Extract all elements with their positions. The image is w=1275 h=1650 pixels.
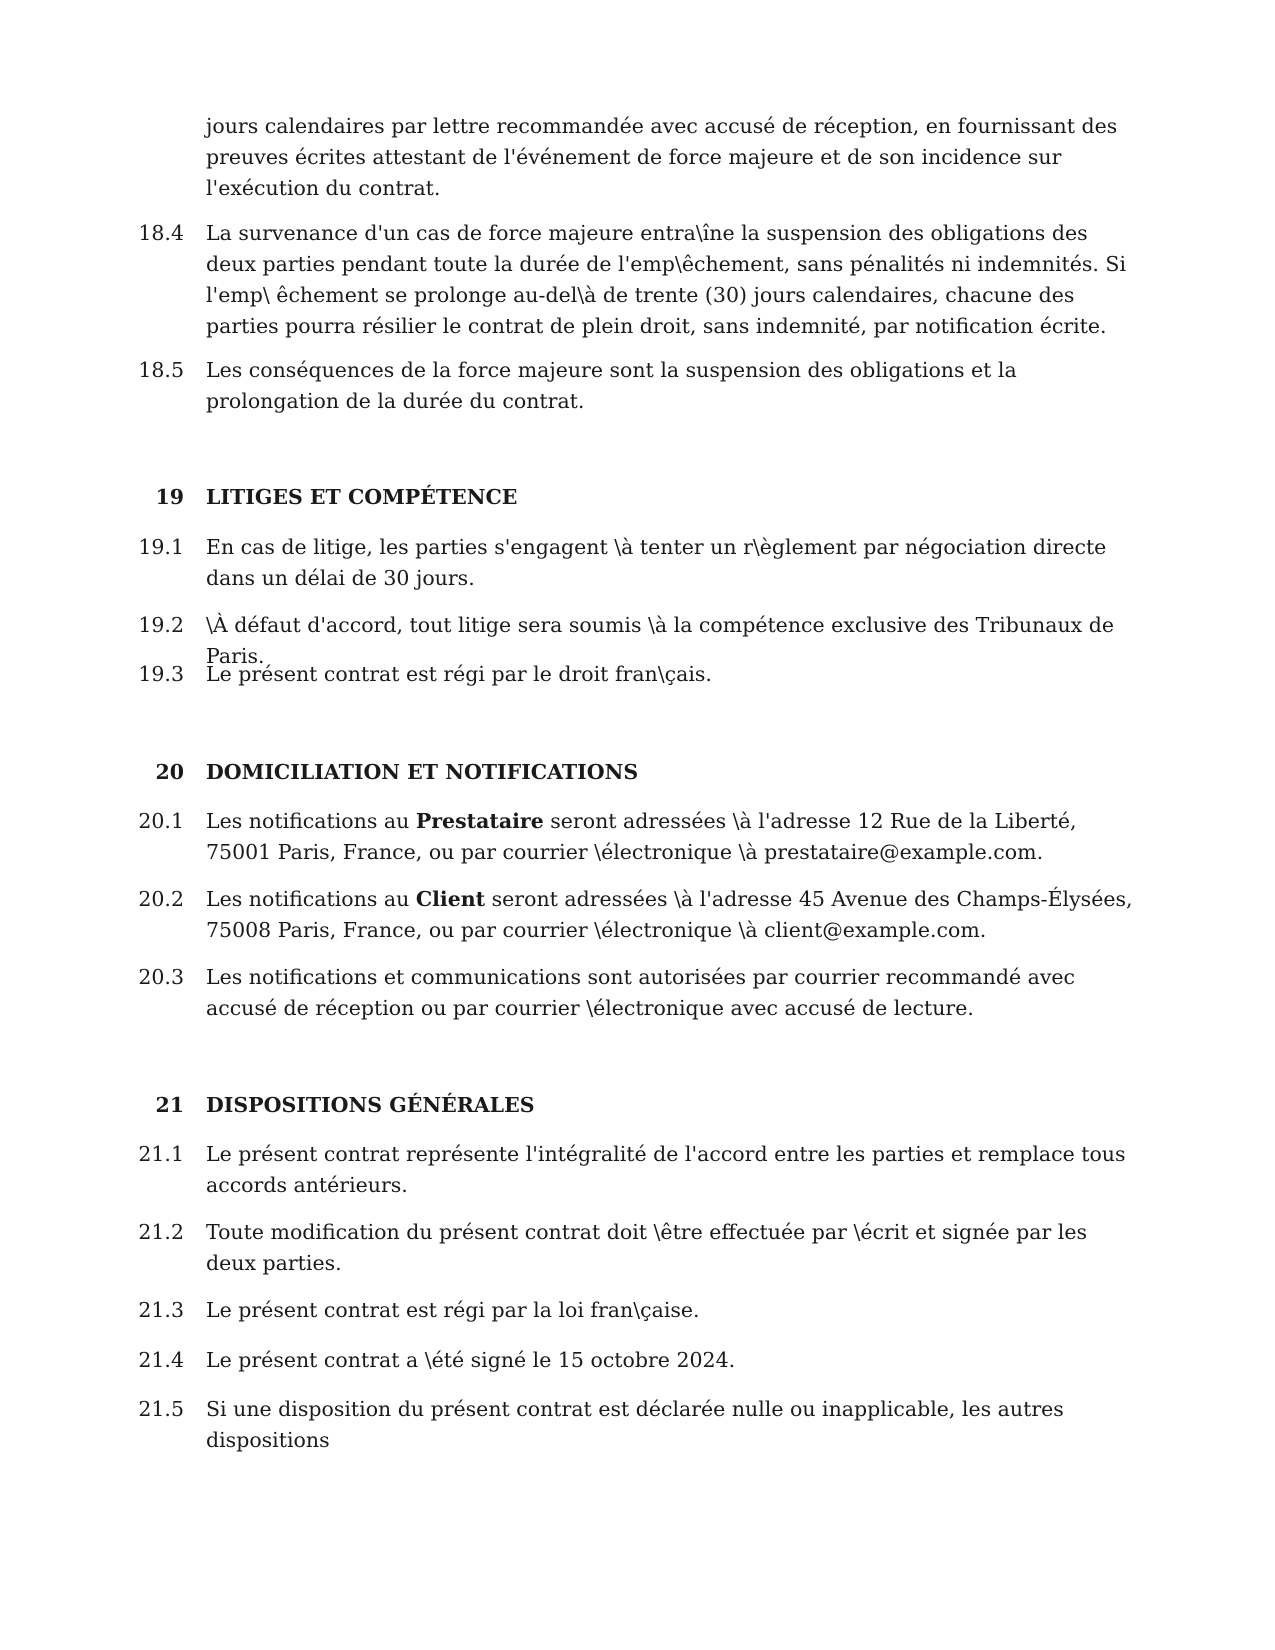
- clause-text-prefix: Les notifications au: [206, 809, 416, 833]
- clause-text: Le présent contrat représente l'intégralité de l'accord entre les parties et remplace tous accords antérieurs.: [206, 1142, 1126, 1197]
- clause-text: Les conséquences de la force majeure sont la suspension des obligations et la prolongation de la durée du contrat.: [206, 358, 1017, 413]
- party-name: Prestataire: [415, 809, 544, 833]
- clause-text: [206, 806, 1136, 868]
- section-title: DISPOSITIONS GÉNÉRALES: [206, 1093, 535, 1117]
- clause-number: 20.1: [138, 809, 184, 833]
- clause-text: Si une disposition du présent contrat est déclarée nulle ou inapplicable, les autres dispositions: [206, 1397, 1064, 1452]
- section-title: LITIGES ET COMPÉTENCE: [206, 485, 518, 509]
- clause-text: Le présent contrat est régi par le droit fran\çais.: [206, 662, 712, 686]
- clause-number: 19.2: [138, 613, 184, 637]
- clause-text: Le présent contrat est régi par la loi fran\çaise.: [206, 1298, 700, 1322]
- clause-text: \À défaut d'accord, tout litige sera soumis \à la compétence exclusive des Tribunaux de Paris.: [206, 613, 1114, 668]
- clause-number: 21.2: [138, 1220, 184, 1244]
- clause-text-prefix: Les notifications au: [206, 887, 416, 911]
- section-number: 20: [155, 760, 184, 784]
- clause-number: 21.1: [138, 1142, 184, 1166]
- clause-number: 18.5: [138, 358, 184, 382]
- clause-text: Les notifications et communications sont autorisées par courrier recommandé avec accusé de réception ou par courrier \électronique avec accusé de lecture.: [206, 965, 1076, 1020]
- clause-text: Toute modification du présent contrat doit \être effectuée par \écrit et signée par les deux parties.: [206, 1220, 1088, 1275]
- clause-number: 21.4: [138, 1348, 184, 1372]
- clause-number: 19.3: [138, 662, 184, 686]
- clause-number: 19.1: [138, 535, 184, 559]
- clause-number: 20.3: [138, 965, 184, 989]
- clause-text-suffix: seront adressées \à l'adresse 12 Rue de la Liberté, 75001 Paris, France, ou par courrier \électronique \à prestataire@example.com.: [206, 809, 1077, 864]
- clause-text: [206, 884, 1136, 946]
- section-number: 19: [155, 485, 184, 509]
- clause-text: Le présent contrat a \été signé le 15 octobre 2024.: [206, 1348, 736, 1372]
- section-title: DOMICILIATION ET NOTIFICATIONS: [206, 760, 639, 784]
- clause-number: 20.2: [138, 887, 184, 911]
- clause-number: 18.4: [138, 221, 184, 245]
- party-name: Client: [415, 887, 486, 911]
- clause-number: 21.5: [138, 1397, 184, 1421]
- clause-text-suffix: seront adressées \à l'adresse 45 Avenue des Champs-Élysées, 75008 Paris, France, ou par courrier \électronique \à client@example.com.: [206, 887, 1133, 942]
- continuation-paragraph: jours calendaires par lettre recommandée avec accusé de réception, en fournissant des preuves écrites attestant de l'événement de force majeure et de son incidence sur l'exécution du contrat.: [206, 114, 1118, 200]
- section-number: 21: [155, 1093, 184, 1117]
- clause-number: 21.3: [138, 1298, 184, 1322]
- clause-text: La survenance d'un cas de force majeure entra\îne la suspension des obligations des deux parties pendant toute la durée de l'emp\êchement, sans pénalités ni indemnités. Si l'emp\ êchement se prolonge au-del\à de trente (30) jours calendaires, chacune des parties pourra résilier le contrat de plein droit, sans indemnité, par notification écrite.: [206, 221, 1127, 338]
- clause-text: En cas de litige, les parties s'engagent \à tenter un r\èglement par négociation directe dans un délai de 30 jours.: [206, 535, 1107, 590]
